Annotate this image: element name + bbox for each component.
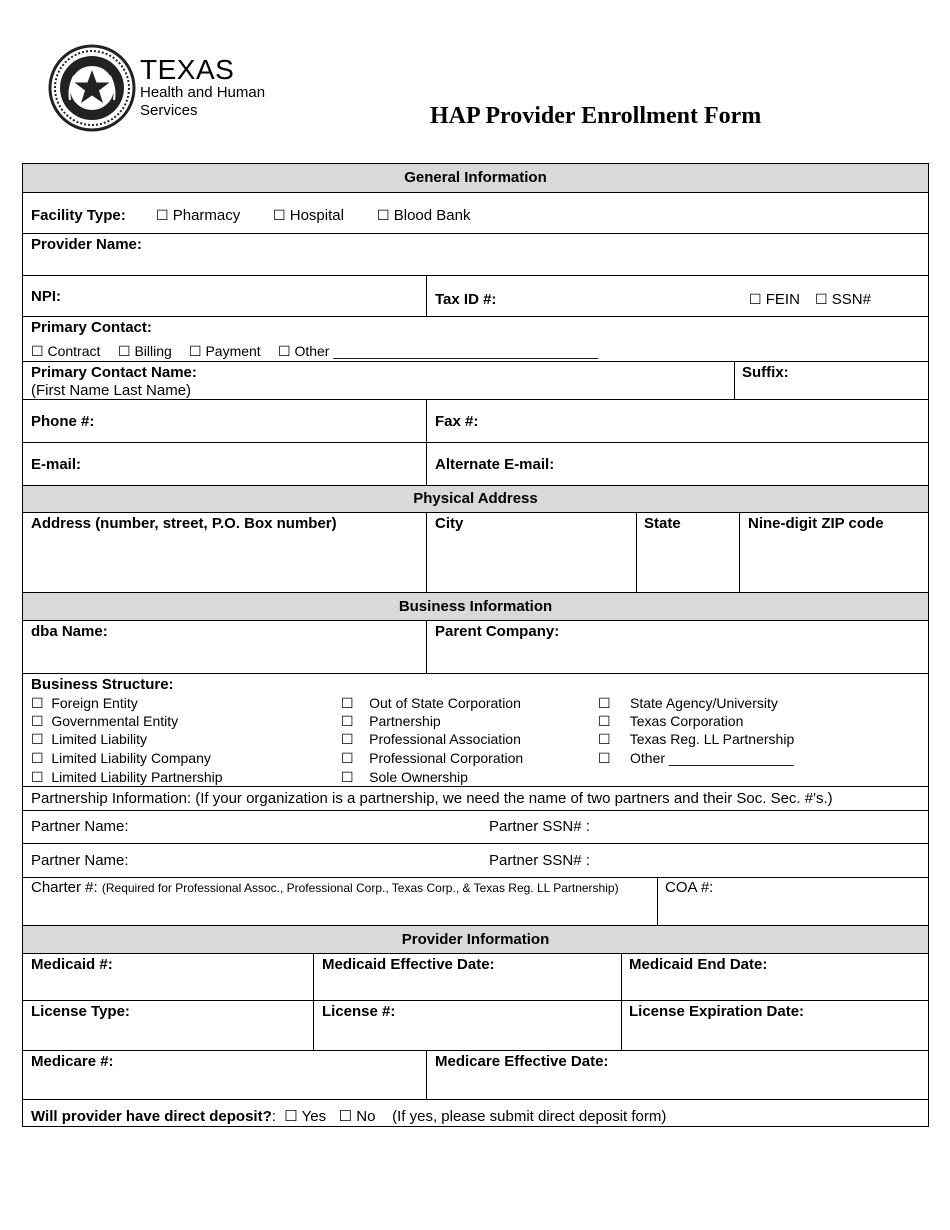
fax-label: Fax #: [435, 413, 479, 430]
structure-partnership[interactable]: ☐ Partnership [341, 713, 441, 729]
contact-name-hint: (First Name Last Name) [31, 382, 192, 399]
medicaid-end-label: Medicaid End Date: [629, 956, 768, 973]
contact-option-other[interactable]: ☐ Other __________________________________ [278, 343, 599, 359]
zip-label: Nine-digit ZIP code [748, 515, 884, 532]
structure-texas-corporation[interactable]: ☐ Texas Corporation [598, 713, 744, 729]
texas-seal-icon [48, 44, 136, 132]
medicare-effective-label: Medicare Effective Date: [435, 1053, 609, 1070]
tax-option-fein[interactable]: ☐ FEIN [749, 291, 800, 308]
direct-deposit-label: Will provider have direct deposit? [31, 1108, 272, 1125]
structure-sole-ownership[interactable]: ☐ Sole Ownership [341, 769, 468, 785]
medicare-label: Medicare #: [31, 1053, 114, 1070]
business-structure-label: Business Structure: [31, 676, 174, 693]
structure-texas-reg-llp[interactable]: ☐ Texas Reg. LL Partnership [598, 731, 795, 747]
deposit-note: (If yes, please submit direct deposit form) [392, 1108, 667, 1125]
structure-governmental-entity[interactable]: ☐ Governmental Entity [31, 713, 179, 729]
suffix-label: Suffix: [742, 364, 789, 381]
tax-option-ssn[interactable]: ☐ SSN# [815, 291, 871, 308]
direct-deposit-row: Will provider have direct deposit?: ☐ Yes ☐ No (If yes, please submit direct deposit form) [31, 1108, 667, 1125]
structure-limited-liability[interactable]: ☐ Limited Liability [31, 731, 148, 747]
parent-company-label: Parent Company: [435, 623, 560, 640]
deposit-option-yes[interactable]: ☐ Yes [284, 1108, 327, 1125]
business-information-header: Business Information [23, 593, 928, 620]
structure-professional-association[interactable]: ☐ Professional Association [341, 731, 521, 747]
physical-address-header: Physical Address [23, 486, 928, 512]
partner-name-label-2: Partner Name: [31, 852, 129, 869]
contact-name-label: Primary Contact Name: [31, 364, 197, 381]
primary-contact-label: Primary Contact: [31, 319, 152, 336]
structure-foreign-entity[interactable]: ☐ Foreign Entity [31, 695, 138, 711]
contact-option-contract[interactable]: ☐ Contract [31, 343, 101, 359]
license-type-label: License Type: [31, 1003, 130, 1020]
alt-email-label: Alternate E-mail: [435, 456, 555, 473]
structure-professional-corporation[interactable]: ☐ Professional Corporation [341, 750, 524, 766]
other-blank-line: __________________________________ [333, 343, 599, 359]
license-expiration-label: License Expiration Date: [629, 1003, 805, 1020]
general-information-header: General Information [23, 164, 928, 192]
hhs-logo [48, 44, 288, 136]
partner-name-label-1: Partner Name: [31, 818, 129, 835]
deposit-option-no[interactable]: ☐ No [338, 1108, 376, 1125]
partnership-info: Partnership Information: (If your organization is a partnership, we need the name of two partners and their Soc. Sec. #'s.) [31, 790, 833, 807]
email-label: E-mail: [31, 456, 82, 473]
tax-id-label: Tax ID #: [435, 291, 497, 308]
form-title: HAP Provider Enrollment Form [430, 103, 762, 129]
partner-ssn-label-2: Partner SSN# : [489, 852, 590, 869]
partner-ssn-label-1: Partner SSN# : [489, 818, 590, 835]
medicaid-effective-label: Medicaid Effective Date: [322, 956, 495, 973]
structure-llc[interactable]: ☐ Limited Liability Company [31, 750, 211, 766]
state-label: State [644, 515, 681, 532]
facility-option-blood-bank[interactable]: ☐ Blood Bank [377, 207, 471, 224]
logo-word: TEXAS [140, 54, 235, 85]
logo-line1: Health and Human [140, 84, 266, 101]
charter-label: Charter #: (Required for Professional Assoc., Professional Corp., Texas Corp., & Texas Reg. LL Partnership) [31, 879, 619, 896]
medicaid-label: Medicaid #: [31, 956, 113, 973]
coa-label: COA #: [665, 879, 714, 896]
npi-label: NPI: [31, 288, 61, 305]
provider-information-header: Provider Information [23, 926, 928, 953]
structure-state-agency[interactable]: ☐ State Agency/University [598, 695, 778, 711]
structure-other[interactable]: ☐ Other ________________ [598, 750, 794, 766]
phone-label: Phone #: [31, 413, 95, 430]
facility-option-pharmacy[interactable]: ☐ Pharmacy [156, 207, 241, 224]
contact-option-payment[interactable]: ☐ Payment [189, 343, 261, 359]
city-label: City [435, 515, 464, 532]
license-number-label: License #: [322, 1003, 396, 1020]
facility-type-label: Facility Type: [31, 207, 126, 224]
logo-line2: Services [140, 102, 198, 119]
structure-out-of-state-corp[interactable]: ☐ Out of State Corporation [341, 695, 521, 711]
contact-option-billing[interactable]: ☐ Billing [118, 343, 172, 359]
provider-name-label: Provider Name: [31, 236, 142, 253]
facility-option-hospital[interactable]: ☐ Hospital [273, 207, 344, 224]
structure-llp[interactable]: ☐ Limited Liability Partnership [31, 769, 223, 785]
charter-note: (Required for Professional Assoc., Professional Corp., Texas Corp., & Texas Reg. LL Partnership) [101, 881, 619, 895]
address-label: Address (number, street, P.O. Box number) [31, 515, 337, 532]
dba-label: dba Name: [31, 623, 108, 640]
